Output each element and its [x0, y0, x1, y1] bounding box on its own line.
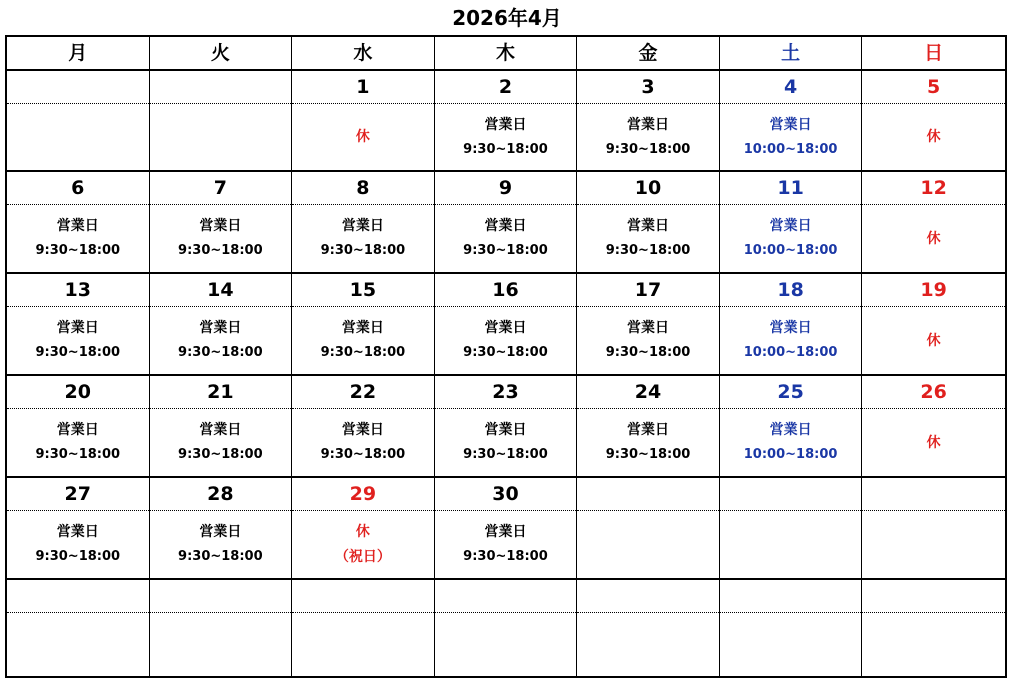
business-day-status: 営業日 [484, 116, 527, 133]
day-cell-sat [720, 71, 863, 170]
business-hours: 9:30~18:00 [320, 243, 406, 258]
weekday-header-mon: 月 [7, 37, 150, 69]
day-cell-fri [577, 71, 720, 170]
day-number [292, 580, 434, 613]
business-hours: 10:00~18:00 [743, 345, 838, 360]
day-number: 22 [292, 376, 434, 409]
day-body [150, 409, 292, 476]
day-cell-fri [577, 274, 720, 374]
day-body [720, 307, 862, 374]
day-number: 13 [7, 274, 149, 307]
weekday-header-fri: 金 [577, 37, 720, 69]
business-hours: 9:30~18:00 [463, 549, 548, 564]
business-hours: 9:30~18:00 [35, 345, 121, 360]
day-number: 20 [7, 376, 149, 409]
day-number [7, 580, 149, 613]
day-number: 4 [720, 71, 862, 104]
business-hours: 9:30~18:00 [605, 243, 691, 258]
business-hours: 9:30~18:00 [463, 243, 548, 258]
day-body [150, 104, 292, 170]
day-number: 19 [862, 274, 1005, 307]
closed-status: 休 [355, 129, 370, 145]
business-day-status: 営業日 [341, 422, 384, 438]
business-day-status: 営業日 [56, 320, 99, 336]
day-number: 5 [862, 71, 1005, 104]
holiday-note: （祝日） [334, 549, 391, 565]
day-body [862, 511, 1005, 578]
day-number: 28 [150, 478, 292, 511]
day-number: 30 [435, 478, 577, 511]
day-cell-sun [862, 172, 1005, 272]
day-cell-mon [7, 71, 150, 170]
day-number: 15 [292, 274, 434, 307]
day-body [435, 409, 577, 476]
day-body [720, 205, 862, 272]
day-body [7, 104, 149, 170]
day-body [577, 307, 719, 374]
day-number [862, 580, 1005, 613]
business-hours: 9:30~18:00 [463, 447, 548, 462]
day-number [150, 580, 292, 613]
business-hours: 9:30~18:00 [463, 141, 548, 157]
business-day-status: 営業日 [341, 320, 384, 336]
business-day-status: 営業日 [627, 218, 670, 234]
business-day-status: 営業日 [199, 320, 242, 336]
day-number [862, 478, 1005, 511]
closed-status: 休 [926, 129, 941, 145]
day-body [150, 511, 292, 578]
day-body [435, 613, 577, 676]
business-hours: 9:30~18:00 [463, 345, 548, 360]
business-day-status: 営業日 [484, 524, 527, 540]
weekday-header-sat: 土 [720, 37, 863, 69]
day-number [435, 580, 577, 613]
day-body [862, 104, 1005, 170]
day-cell-wed [292, 478, 435, 578]
day-body [150, 205, 292, 272]
day-cell-fri [577, 172, 720, 272]
day-cell-sat [720, 478, 863, 578]
day-cell-thu [435, 376, 578, 476]
day-number: 14 [150, 274, 292, 307]
day-cell-fri [577, 478, 720, 578]
closed-status: 休 [355, 524, 370, 540]
closed-status: 休 [926, 434, 941, 451]
business-hours: 9:30~18:00 [178, 549, 263, 564]
business-day-status: 営業日 [56, 422, 99, 438]
day-cell-wed [292, 580, 435, 676]
business-hours: 9:30~18:00 [35, 447, 121, 462]
day-cell-mon [7, 172, 150, 272]
day-cell-tue [150, 580, 293, 676]
day-cell-mon [7, 580, 150, 676]
day-number: 6 [7, 172, 149, 205]
day-number: 25 [720, 376, 862, 409]
day-body [150, 613, 292, 676]
day-number: 9 [435, 172, 577, 205]
day-body [435, 511, 577, 578]
day-body [862, 613, 1005, 676]
day-cell-wed [292, 376, 435, 476]
calendar-table [5, 35, 1007, 678]
day-number: 27 [7, 478, 149, 511]
week-row [7, 580, 1005, 676]
day-body [720, 104, 862, 170]
week-row [7, 71, 1005, 172]
day-body [292, 104, 434, 170]
day-number: 8 [292, 172, 434, 205]
business-day-status: 営業日 [199, 218, 242, 234]
business-day-status: 営業日 [199, 422, 242, 438]
business-day-status: 営業日 [627, 116, 670, 133]
business-hours: 9:30~18:00 [605, 447, 691, 462]
day-number: 23 [435, 376, 577, 409]
day-body [720, 511, 862, 578]
business-day-status: 営業日 [56, 218, 99, 234]
business-day-status: 営業日 [627, 422, 670, 438]
weekday-header-tue: 火 [150, 37, 293, 69]
day-number: 29 [292, 478, 434, 511]
day-number [150, 71, 292, 104]
day-number: 2 [435, 71, 577, 104]
day-cell-sun [862, 376, 1005, 476]
day-body [577, 613, 719, 676]
day-body [292, 511, 434, 578]
day-cell-thu [435, 274, 578, 374]
business-hours: 10:00~18:00 [743, 141, 838, 157]
week-row [7, 376, 1005, 478]
day-body [292, 613, 434, 676]
day-cell-sat [720, 274, 863, 374]
day-cell-thu [435, 71, 578, 170]
weekday-header-row [7, 37, 1005, 71]
weekday-header-sun: 日 [924, 42, 944, 64]
day-body [292, 307, 434, 374]
day-number: 10 [577, 172, 719, 205]
day-number: 3 [577, 71, 719, 104]
day-number [720, 478, 862, 511]
day-body [577, 409, 719, 476]
business-hours: 9:30~18:00 [605, 345, 691, 360]
day-number: 11 [720, 172, 862, 205]
weekday-header-thu: 木 [435, 37, 578, 69]
day-number [577, 580, 719, 613]
day-number: 16 [435, 274, 577, 307]
business-hours: 9:30~18:00 [320, 447, 406, 462]
day-cell-wed [292, 71, 435, 170]
business-day-status: 営業日 [769, 422, 812, 438]
day-cell-sun [862, 71, 1005, 170]
day-cell-sat [720, 376, 863, 476]
day-number: 18 [720, 274, 862, 307]
day-cell-tue [150, 71, 293, 170]
business-hours: 9:30~18:00 [35, 243, 121, 258]
day-body [577, 511, 719, 578]
day-cell-mon [7, 274, 150, 374]
day-number: 1 [292, 71, 434, 104]
week-row [7, 478, 1005, 580]
day-number [7, 71, 149, 104]
business-hours: 10:00~18:00 [743, 243, 838, 258]
day-cell-tue [150, 478, 293, 578]
day-cell-mon [7, 376, 150, 476]
week-row [7, 274, 1005, 376]
calendar-title: 2026年4月 [452, 6, 562, 30]
day-body [7, 409, 149, 476]
day-body [7, 307, 149, 374]
day-body [720, 409, 862, 476]
day-body [577, 205, 719, 272]
business-day-status: 営業日 [341, 218, 384, 234]
day-number: 21 [150, 376, 292, 409]
business-day-status: 営業日 [484, 218, 527, 234]
day-cell-tue [150, 172, 293, 272]
business-day-status: 営業日 [769, 116, 812, 133]
business-hours: 9:30~18:00 [605, 141, 691, 157]
day-cell-sun [862, 478, 1005, 578]
day-body [7, 205, 149, 272]
day-body [435, 307, 577, 374]
business-day-status: 営業日 [484, 320, 527, 336]
day-body [292, 409, 434, 476]
business-day-status: 営業日 [484, 422, 527, 438]
day-body [577, 104, 719, 170]
day-cell-sun [862, 274, 1005, 374]
weekday-header-wed: 水 [292, 37, 435, 69]
business-hours: 10:00~18:00 [743, 447, 838, 462]
business-hours: 9:30~18:00 [320, 345, 406, 360]
day-cell-thu [435, 580, 578, 676]
day-cell-fri [577, 580, 720, 676]
day-cell-sun [862, 580, 1005, 676]
day-cell-mon [7, 478, 150, 578]
business-day-status: 営業日 [56, 524, 99, 540]
day-cell-sat [720, 172, 863, 272]
closed-status: 休 [926, 332, 941, 349]
day-body [7, 511, 149, 578]
day-body [720, 613, 862, 676]
business-hours: 9:30~18:00 [178, 447, 263, 462]
business-hours: 9:30~18:00 [178, 243, 263, 258]
day-body [7, 613, 149, 676]
day-body [435, 205, 577, 272]
day-number [720, 580, 862, 613]
day-body [435, 104, 577, 170]
day-number: 26 [862, 376, 1005, 409]
closed-status: 休 [926, 230, 941, 247]
business-hours: 9:30~18:00 [35, 549, 121, 564]
business-day-status: 営業日 [199, 524, 242, 540]
day-number: 12 [862, 172, 1005, 205]
day-number: 24 [577, 376, 719, 409]
week-row [7, 172, 1005, 274]
business-day-status: 営業日 [627, 320, 670, 336]
day-cell-tue [150, 376, 293, 476]
day-body [862, 307, 1005, 374]
business-hours: 9:30~18:00 [178, 345, 263, 360]
day-cell-fri [577, 376, 720, 476]
day-number [577, 478, 719, 511]
day-cell-thu [435, 172, 578, 272]
day-number: 17 [577, 274, 719, 307]
day-cell-sat [720, 580, 863, 676]
day-body [862, 409, 1005, 476]
day-body [292, 205, 434, 272]
day-body [150, 307, 292, 374]
business-day-status: 営業日 [769, 218, 812, 234]
day-cell-tue [150, 274, 293, 374]
day-body [862, 205, 1005, 272]
business-day-status: 営業日 [769, 320, 812, 336]
day-cell-thu [435, 478, 578, 578]
day-cell-wed [292, 274, 435, 374]
day-cell-wed [292, 172, 435, 272]
day-number: 7 [150, 172, 292, 205]
